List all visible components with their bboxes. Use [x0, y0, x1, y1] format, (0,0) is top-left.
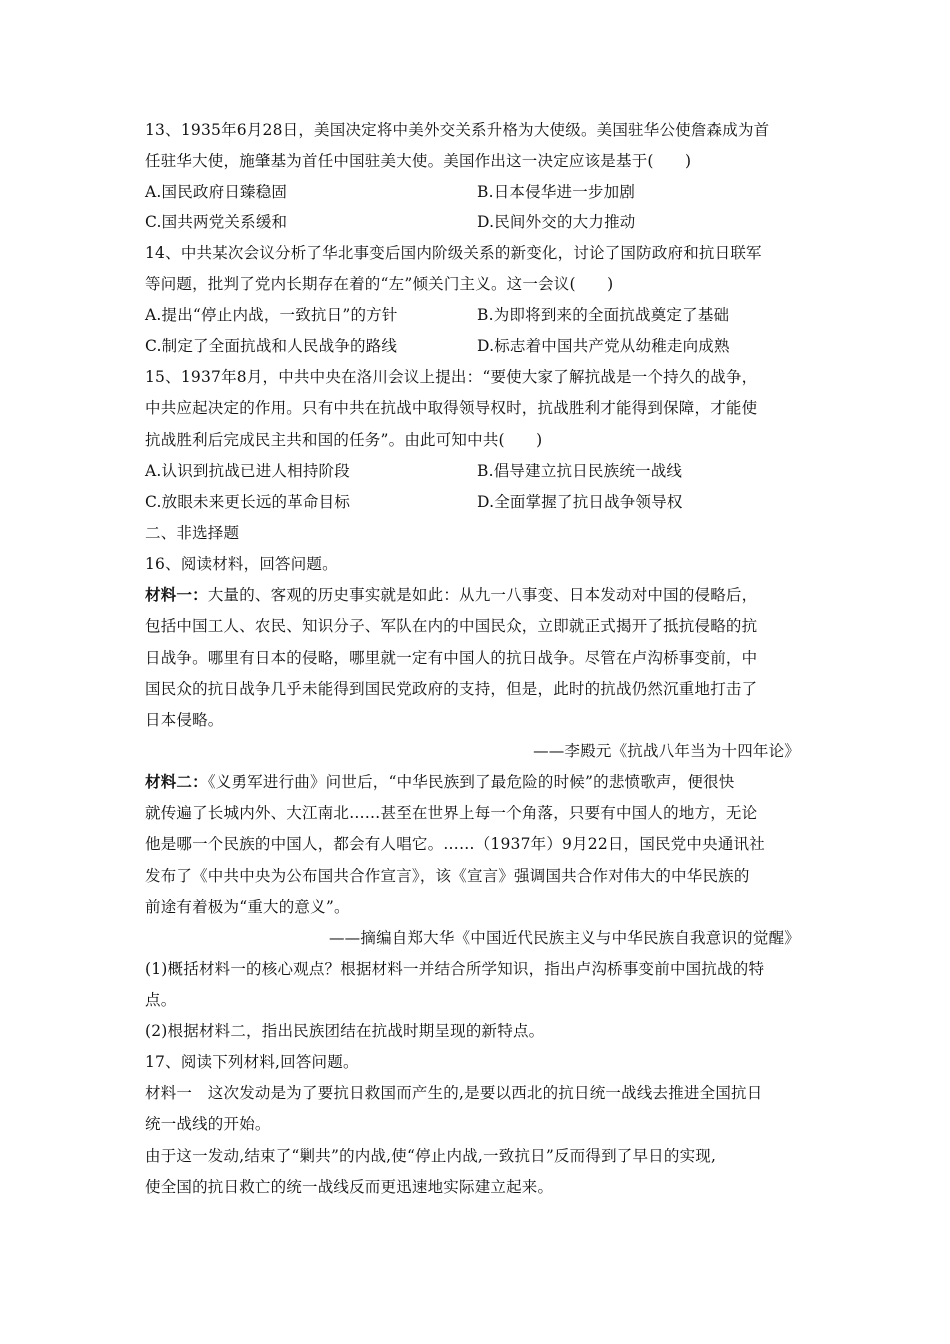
q14-option-b: B.为即将到来的全面抗战奠定了基础 — [477, 306, 730, 324]
q16-material1-line2: 包括中国工人、农民、知识分子、军队在内的中国民众，立即就正式揭开了抵抗侵略的抗 — [145, 617, 758, 635]
q14-stem-line1: 14、中共某次会议分析了华北事变后国内阶级关系的新变化，讨论了国防政府和抗日联军 — [145, 244, 762, 262]
q14-stem-line2: 等问题，批判了党内长期存在着的“左”倾关门主义。这一会议( ) — [145, 275, 614, 293]
q15-option-a: A.认识到抗战已进人相持阶段 — [145, 462, 350, 480]
q16-sub2: (2)根据材料二，指出民族团结在抗战时期呈现的新特点。 — [145, 1022, 545, 1040]
q16-material2-text: 《义勇军进行曲》问世后，“中华民族到了最危险的时候”的悲愤歌声，便很快 — [207, 773, 735, 791]
q17-intro: 17、阅读下列材料,回答问题。 — [145, 1053, 359, 1071]
q14-option-d: D.标志着中国共产党从幼稚走向成熟 — [477, 337, 730, 355]
q14-option-c: C.制定了全面抗战和人民战争的路线 — [145, 337, 398, 355]
q16-sub1-line2: 点。 — [145, 991, 177, 1009]
q15-stem-line1: 15、1937年8月，中共中央在洛川会议上提出：“要使大家了解抗战是一个持久的战争， — [145, 368, 758, 386]
section-heading: 二、非选择题 — [145, 524, 240, 542]
q16-material1-line4: 国民众的抗日战争几乎未能得到国民党政府的支持，但是，此时的抗战仍然沉重地打击了 — [145, 680, 758, 698]
q16-material2-line1 — [145, 772, 734, 792]
q16-intro: 16、阅读材料，回答问题。 — [145, 555, 338, 573]
q16-material1-label: 材料一： — [145, 585, 208, 604]
q15-option-b: B.倡导建立抗日民族统一战线 — [477, 462, 683, 480]
q16-material2-line3: 他是哪一个民族的中国人，都会有人唱它。……（1937年）9月22日，国民党中央通讯社 — [145, 835, 765, 853]
q13-option-a: A.国民政府日臻稳固 — [145, 183, 288, 201]
q15-stem-line3: 抗战胜利后完成民主共和国的任务”。由此可知中共( ) — [145, 431, 543, 449]
q14-option-a: A.提出“停止内战，一致抗日”的方针 — [145, 306, 398, 324]
q17-material1-line1: 材料一 这次发动是为了要抗日救国而产生的,是要以西北的抗日统一战线去推进全国抗日 — [145, 1084, 763, 1102]
q17-material1-line2: 统一战线的开始。 — [145, 1115, 271, 1133]
q16-material1-source: ——李殿元《抗战八年当为十四年论》 — [533, 742, 800, 760]
q16-material1-line1 — [145, 585, 757, 605]
q16-material2-label: 材料二： — [145, 772, 208, 791]
q13-option-b: B.日本侵华进一步加剧 — [477, 183, 636, 201]
q16-material1-line5: 日本侵略。 — [145, 711, 224, 729]
q16-material1-line3: 日战争。哪里有日本的侵略，哪里就一定有中国人的抗日战争。尽管在卢沟桥事变前，中 — [145, 649, 758, 667]
q16-sub1-line1: (1)概括材料一的核心观点？根据材料一并结合所学知识，指出卢沟桥事变前中国抗战的特 — [145, 960, 765, 978]
q13-option-c: C.国共两党关系缓和 — [145, 213, 288, 231]
q17-material1-line4: 使全国的抗日救亡的统一战线反而更迅速地实际建立起来。 — [145, 1178, 554, 1196]
q13-stem-line2: 任驻华大使，施肇基为首任中国驻美大使。美国作出这一决定应该是基于( ) — [145, 152, 692, 170]
q15-option-c: C.放眼未来更长远的革命目标 — [145, 493, 351, 511]
q16-material2-line4: 发布了《中共中央为公布国共合作宣言》，该《宣言》强调国共合作对伟大的中华民族的 — [145, 867, 750, 885]
q16-material2-line5: 前途有着极为“重大的意义”。 — [145, 898, 350, 916]
q15-option-d: D.全面掌握了抗日战争领导权 — [477, 493, 683, 511]
q16-material1-text: 大量的、客观的历史事实就是如此：从九一八事变、日本发动对中国的侵略后， — [207, 586, 758, 604]
q13-stem-line1: 13、1935年6月28日，美国决定将中美外交关系升格为大使级。美国驻华公使詹森成为首 — [145, 121, 770, 139]
q17-material1-line3: 由于这一发动,结束了“剿共”的内战,使“停止内战,一致抗日”反而得到了早日的实现, — [145, 1147, 717, 1165]
q16-material2-line2: 就传遍了长城内外、大江南北……甚至在世界上每一个角落，只要有中国人的地方，无论 — [145, 804, 758, 822]
q15-stem-line2: 中共应起决定的作用。只有中共在抗战中取得领导权时，抗战胜利才能得到保障，才能使 — [145, 399, 758, 417]
q16-material2-source: ——摘编自郑大华《中国近代民族主义与中华民族自我意识的觉醒》 — [328, 929, 800, 947]
q13-option-d: D.民间外交的大力推动 — [477, 213, 636, 231]
